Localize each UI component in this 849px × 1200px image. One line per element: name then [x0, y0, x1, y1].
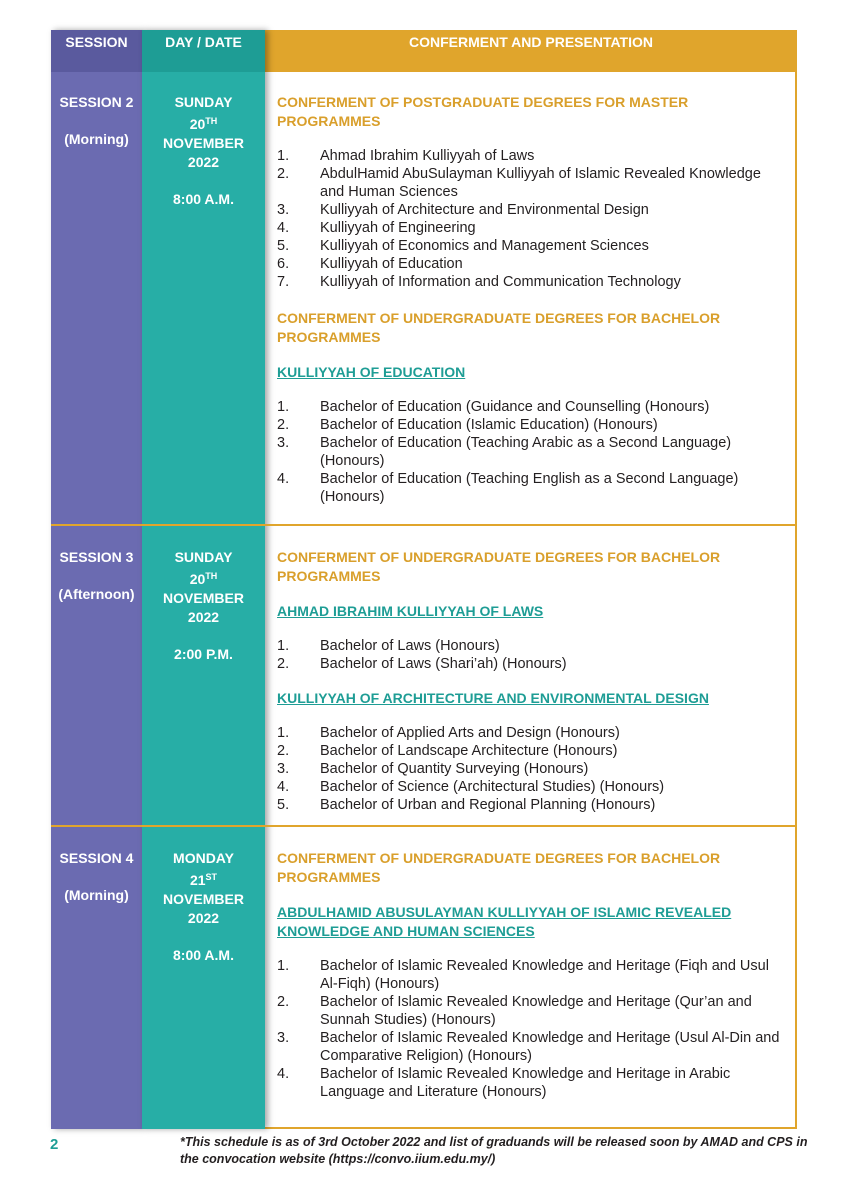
header-session: SESSION	[65, 34, 128, 50]
session-4-content	[277, 849, 787, 1101]
kulliyyah-heading: ABDULHAMID ABUSULAYMAN KULLIYYAH OF ISLAMIC REVEALED KNOWLEDGE AND HUMAN SCIENCES	[277, 904, 732, 939]
day: SUNDAY	[174, 94, 233, 110]
session-2-label	[51, 93, 142, 149]
section-heading: CONFERMENT OF UNDERGRADUATE DEGREES FOR BACHELOR PROGRAMMES	[277, 310, 721, 345]
year: 2022	[187, 609, 220, 625]
session-name: SESSION 3	[59, 549, 134, 565]
month: NOVEMBER	[163, 590, 244, 606]
list-item: 5. Kulliyyah of Economics and Management Sciences	[277, 238, 649, 254]
list-item: 1. Bachelor of Education (Guidance and Counselling (Honours)	[277, 399, 710, 415]
list-item: 6. Kulliyyah of Education	[277, 256, 463, 272]
session-2-content	[277, 93, 787, 506]
kulliyyah-heading: KULLIYYAH OF EDUCATION	[277, 364, 466, 380]
program-list	[277, 724, 787, 814]
date-number: 20	[189, 571, 206, 587]
section-heading: CONFERMENT OF UNDERGRADUATE DEGREES FOR BACHELOR PROGRAMMES	[277, 850, 721, 885]
header-day-date: DAY / DATE	[165, 34, 242, 50]
kulliyyah-heading: KULLIYYAH OF ARCHITECTURE AND ENVIRONMENTAL DESIGN	[277, 690, 709, 706]
time: 2:00 P.M.	[174, 646, 233, 662]
session-3-content	[277, 548, 787, 814]
program-list	[277, 637, 787, 673]
row-divider	[51, 825, 797, 827]
list-item: 3. Bachelor of Quantity Surveying (Honours)	[277, 761, 589, 777]
session-4-label	[51, 849, 142, 905]
year: 2022	[187, 154, 220, 170]
session-2-date	[142, 93, 265, 209]
month: NOVEMBER	[163, 135, 244, 151]
list-item: 4. Kulliyyah of Engineering	[277, 220, 476, 236]
session-period: (Morning)	[64, 131, 129, 147]
session-period: (Morning)	[64, 887, 129, 903]
section-heading: CONFERMENT OF POSTGRADUATE DEGREES FOR MASTER PROGRAMMES	[277, 94, 689, 129]
session-3-label	[51, 548, 142, 604]
header-conferment: CONFERMENT AND PRESENTATION	[409, 34, 653, 50]
day: MONDAY	[173, 850, 234, 866]
list-item: 4. Bachelor of Education (Teaching English as a Second Language) (Honours)	[277, 471, 739, 505]
list-item: 1. Bachelor of Applied Arts and Design (Honours)	[277, 725, 620, 741]
list-item: 2. Bachelor of Landscape Architecture (Honours)	[277, 743, 618, 759]
month: NOVEMBER	[163, 891, 244, 907]
list-item: 2. AbdulHamid AbuSulayman Kulliyyah of Islamic Revealed Knowledge and Human Sciences	[277, 166, 761, 200]
list-item: 2. Bachelor of Education (Islamic Education) (Honours)	[277, 417, 658, 433]
date-suffix: TH	[205, 116, 218, 126]
list-item: 5. Bachelor of Urban and Regional Planning (Honours)	[277, 797, 656, 813]
session-3-date	[142, 548, 265, 664]
session-name: SESSION 2	[59, 94, 134, 110]
list-item: 1. Bachelor of Laws (Honours)	[277, 638, 500, 654]
session-period: (Afternoon)	[58, 586, 135, 602]
list-item: 4. Bachelor of Science (Architectural Studies) (Honours)	[277, 779, 665, 795]
year: 2022	[187, 910, 220, 926]
kulliyyah-heading: AHMAD IBRAHIM KULLIYYAH OF LAWS	[277, 603, 544, 619]
list-item: 2. Bachelor of Laws (Shari’ah) (Honours)	[277, 656, 567, 672]
list-item: 1. Bachelor of Islamic Revealed Knowledge and Heritage (Fiqh and Usul Al-Fiqh) (Honours)	[277, 958, 769, 992]
program-list	[277, 398, 787, 506]
list-item: 3. Bachelor of Islamic Revealed Knowledge and Heritage (Usul Al-Din and Comparative Religion) (Honours)	[277, 1030, 780, 1064]
list-item: 4. Bachelor of Islamic Revealed Knowledge and Heritage in Arabic Language and Literature (Honours)	[277, 1066, 731, 1100]
section-heading: CONFERMENT OF UNDERGRADUATE DEGREES FOR BACHELOR PROGRAMMES	[277, 549, 721, 584]
footnote: *This schedule is as of 3rd October 2022 and list of graduands will be released soon by AMAD and CPS in the convocation website (https://convo.iium.edu.my/)	[180, 1135, 808, 1166]
program-list	[277, 147, 787, 291]
row-divider	[51, 524, 797, 526]
session-4-date	[142, 849, 265, 965]
session-name: SESSION 4	[59, 850, 134, 866]
date-number: 21	[189, 872, 206, 888]
date-number: 20	[189, 116, 206, 132]
list-item: 7. Kulliyyah of Information and Communication Technology	[277, 274, 681, 290]
list-item: 1. Ahmad Ibrahim Kulliyyah of Laws	[277, 148, 535, 164]
date-suffix: TH	[205, 571, 218, 581]
list-item: 2. Bachelor of Islamic Revealed Knowledge and Heritage (Qur’an and Sunnah Studies) (Honours)	[277, 994, 752, 1028]
program-list	[277, 957, 787, 1101]
time: 8:00 A.M.	[173, 947, 234, 963]
date-suffix: ST	[205, 872, 218, 882]
list-item: 3. Bachelor of Education (Teaching Arabic as a Second Language) (Honours)	[277, 435, 732, 469]
day: SUNDAY	[174, 549, 233, 565]
time: 8:00 A.M.	[173, 191, 234, 207]
page-number: 2	[50, 1136, 59, 1153]
list-item: 3. Kulliyyah of Architecture and Environmental Design	[277, 202, 649, 218]
